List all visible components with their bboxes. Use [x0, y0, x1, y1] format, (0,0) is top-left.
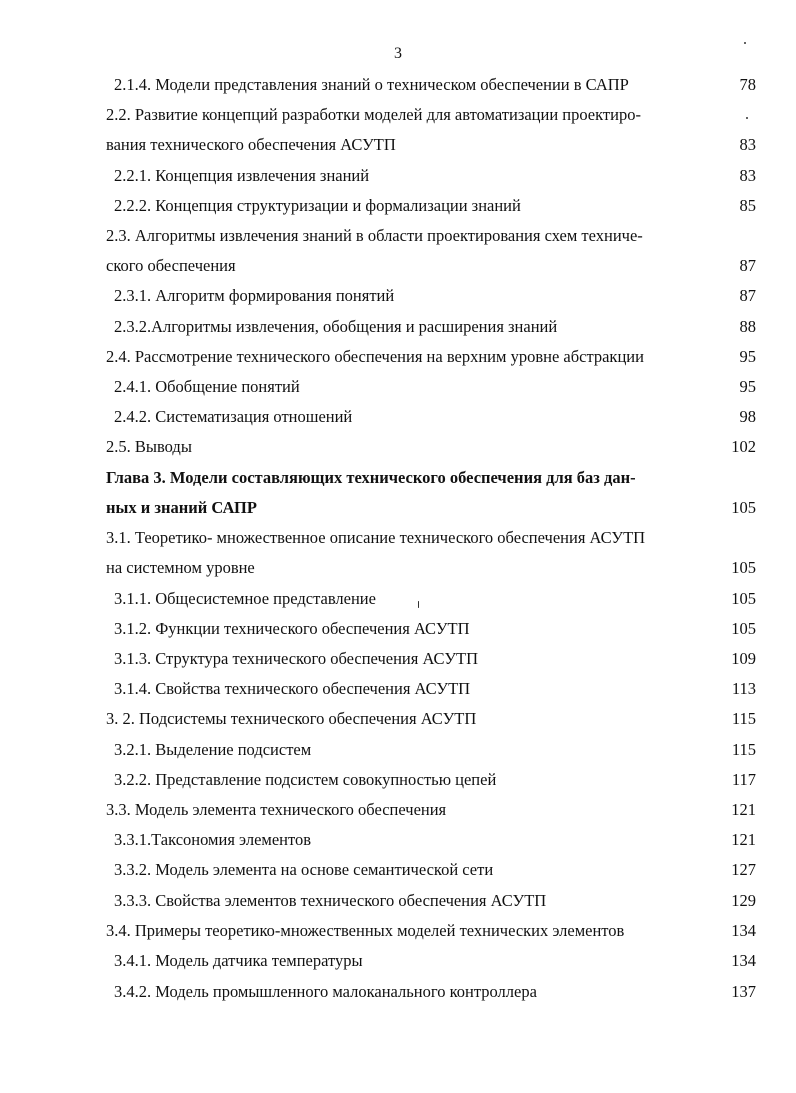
toc-entry-title: 2.3.1. Алгоритм формирования понятий [114, 286, 395, 305]
toc-entry [0, 312, 796, 342]
toc-entry-page: 83 [739, 135, 756, 154]
toc-entry [0, 735, 796, 765]
toc-entry-title: 2.5. Выводы [106, 437, 192, 456]
toc-entry [0, 825, 796, 855]
toc-entry-title: 2.4.2. Систематизация отношений [114, 407, 353, 426]
toc-entry-page: 95 [739, 347, 756, 366]
toc-entry-page: 102 [731, 437, 756, 456]
toc-entry [0, 977, 796, 1007]
toc-entry [0, 161, 796, 191]
toc-entry [0, 70, 796, 100]
toc-entry-title: 3.3.3. Свойства элементов технического обеспечения АСУТП [114, 891, 547, 910]
toc-entry-title: ского обеспечения [106, 256, 236, 275]
toc-entry-page: 83 [739, 166, 756, 185]
toc-entry-title: 3.1. Теоретико- множественное описание технического обеспечения АСУТП [106, 528, 646, 547]
toc-chapter-entry [0, 493, 796, 523]
toc-entry-title: 2.2.2. Концепция структуризации и формализации знаний [114, 196, 521, 215]
toc-chapter-entry [0, 463, 796, 493]
toc-entry-page: 85 [739, 196, 756, 215]
toc-entry-page: 98 [739, 407, 756, 426]
toc-entry [0, 523, 796, 553]
toc-entry-page: 88 [739, 317, 756, 336]
toc-entry-page: 78 [739, 75, 756, 94]
toc-entry [0, 886, 796, 916]
toc-entry-title: 3.1.4. Свойства технического обеспечения АСУТП [114, 679, 471, 698]
toc-entry-page: 129 [731, 891, 756, 910]
toc-entry [0, 704, 796, 734]
toc-entry-title: 3.1.3. Структура технического обеспечения АСУТП [114, 649, 478, 668]
toc-entry [0, 946, 796, 976]
toc-entry-title: 3. 2. Подсистемы технического обеспечения АСУТП [106, 709, 477, 728]
toc-entry-title: 3.1.2. Функции технического обеспечения АСУТП [114, 619, 470, 638]
toc-entry [0, 765, 796, 795]
toc-entry [0, 402, 796, 432]
toc-entry [0, 100, 796, 130]
toc-entry [0, 251, 796, 281]
toc-entry-page: 87 [739, 286, 756, 305]
toc-entry-page: 117 [731, 770, 756, 789]
toc-entry-title: ных и знаний САПР [106, 498, 257, 517]
scan-speck [418, 601, 419, 608]
toc-entry [0, 584, 796, 614]
toc-entry [0, 674, 796, 704]
toc-entry [0, 553, 796, 583]
toc-entry [0, 130, 796, 160]
toc-entry-title: 2.4. Рассмотрение технического обеспечения на верхним уровне абстракции [106, 347, 644, 366]
toc-entry-title: 2.3. Алгоритмы извлечения знаний в области проектирования схем техниче- [106, 226, 643, 245]
toc-entry [0, 432, 796, 462]
toc-entry-page: 134 [731, 921, 756, 940]
toc-entry-title: 2.4.1. Обобщение понятий [114, 377, 300, 396]
toc-entry-title: вания технического обеспечения АСУТП [106, 135, 396, 154]
toc-entry-page: 121 [731, 800, 756, 819]
toc-entry-page: 115 [731, 709, 756, 728]
toc-entry-page: 105 [731, 619, 756, 638]
toc-entry-title: 3.2.2. Представление подсистем совокупностью цепей [114, 770, 497, 789]
toc-entry-title: 3.4.2. Модель промышленного малоканального контроллера [114, 982, 537, 1001]
toc-entry [0, 372, 796, 402]
toc-entry-title: на системном уровне [106, 558, 255, 577]
page-number: 3 [394, 45, 402, 62]
toc-entry-title: 2.3.2.Алгоритмы извлечения, обобщения и расширения знаний [114, 317, 558, 336]
toc-entry-title: 3.1.1. Общесистемное представление [114, 589, 376, 608]
toc-entry-page: 134 [731, 951, 756, 970]
toc-entry-title: 3.4.1. Модель датчика температуры [114, 951, 363, 970]
toc-entry-page: 105 [731, 558, 756, 577]
toc-entry-page: 105 [731, 589, 756, 608]
toc-entry-page: 95 [739, 377, 756, 396]
toc-entry [0, 342, 796, 372]
toc-entry-title: 3.3. Модель элемента технического обеспечения [106, 800, 447, 819]
toc-entry-title: 2.2. Развитие концепций разработки моделей для автоматизации проектиро- [106, 105, 641, 124]
toc-entry-page: 87 [739, 256, 756, 275]
toc-entry-title: 3.2.1. Выделение подсистем [114, 740, 312, 759]
toc-entry-page: 127 [731, 860, 756, 879]
toc-entry-page: 121 [731, 830, 756, 849]
toc-entry-page: 105 [731, 498, 756, 517]
toc-entry-page: 137 [731, 982, 756, 1001]
toc-entry [0, 795, 796, 825]
toc-entry-title: 3.3.1.Таксономия элементов [114, 830, 312, 849]
toc-entry [0, 916, 796, 946]
toc-entry [0, 221, 796, 251]
toc-entry-title: 3.3.2. Модель элемента на основе семантической сети [114, 860, 494, 879]
toc-entry [0, 614, 796, 644]
toc-entry [0, 281, 796, 311]
toc-entry-title: Глава 3. Модели составляющих технического обеспечения для баз дан- [106, 468, 636, 487]
scan-speck [746, 117, 748, 119]
toc-entry-page: 115 [731, 740, 756, 759]
scan-speck [744, 42, 746, 44]
toc-entry [0, 855, 796, 885]
toc-entry [0, 644, 796, 674]
toc-entry-title: 2.1.4. Модели представления знаний о техническом обеспечении в САПР [114, 75, 629, 94]
toc-entry-title: 2.2.1. Концепция извлечения знаний [114, 166, 370, 185]
toc-entry-page: 113 [731, 679, 756, 698]
toc-entry [0, 191, 796, 221]
toc-entry-title: 3.4. Примеры теоретико-множественных моделей технических элементов [106, 921, 625, 940]
toc-entry-page: 109 [731, 649, 756, 668]
